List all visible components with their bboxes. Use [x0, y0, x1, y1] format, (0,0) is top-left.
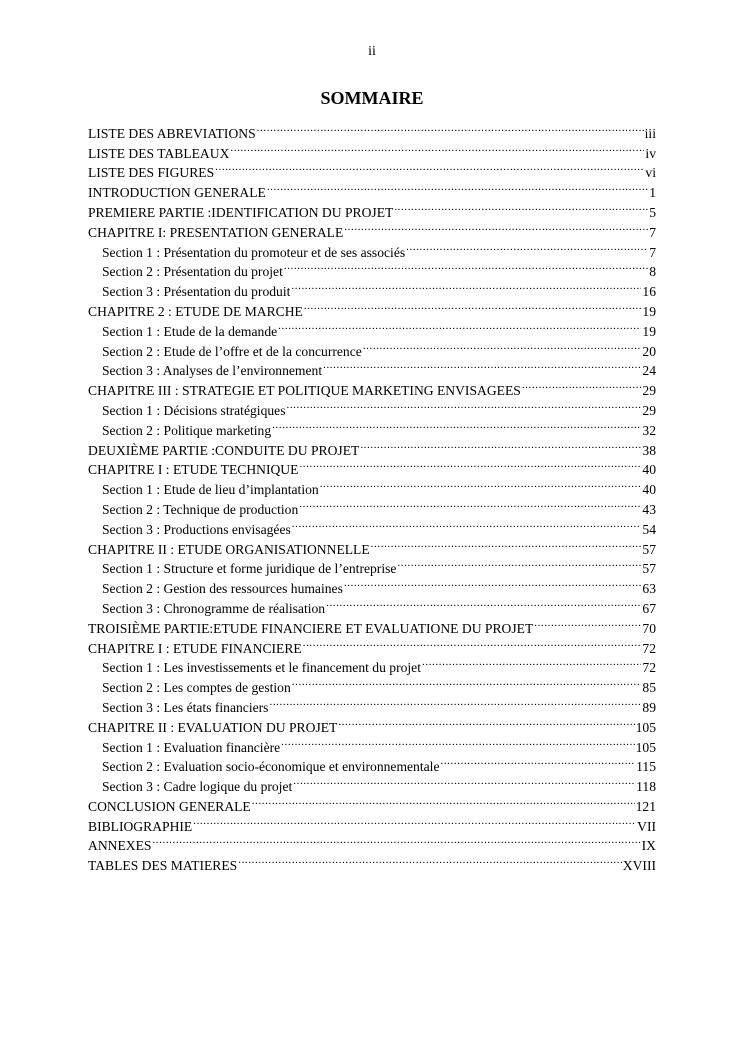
toc-entry-label: CHAPITRE I : ETUDE TECHNIQUE: [88, 462, 299, 478]
table-of-contents: [88, 118, 656, 874]
toc-dot-leader: [440, 752, 635, 772]
toc-entry[interactable]: [88, 850, 656, 874]
toc-entry-page: 29: [642, 383, 656, 399]
toc-dot-leader: [338, 712, 634, 732]
toc-entry-page: vi: [645, 165, 656, 181]
toc-entry-label: CHAPITRE 2 : ETUDE DE MARCHE: [88, 303, 303, 319]
toc-dot-leader: [292, 514, 642, 534]
toc-entry-label: Section 2 : Etude de l’offre et de la concurrence: [102, 343, 362, 359]
toc-entry-label: Section 1 : Evaluation financière: [102, 739, 281, 755]
toc-entry-page: 70: [642, 620, 656, 636]
toc-entry-label: Section 1 : Structure et forme juridique de l’entreprise: [102, 561, 397, 577]
toc-entry-label: LISTE DES FIGURES: [88, 165, 215, 181]
toc-entry-page: iv: [645, 145, 656, 161]
toc-entry-page: 1: [649, 185, 656, 201]
toc-dot-leader: [238, 850, 622, 870]
toc-entry-page: 115: [636, 759, 656, 775]
toc-entry-label: Section 2 : Présentation du projet: [102, 264, 283, 280]
toc-dot-leader: [326, 593, 641, 613]
toc-dot-leader: [293, 771, 635, 791]
toc-entry-page: 40: [642, 482, 656, 498]
toc-entry-page: 105: [635, 719, 656, 735]
toc-entry-page: 7: [649, 244, 656, 260]
toc-entry-page: 67: [642, 600, 656, 616]
toc-entry-label: Section 1 : Décisions stratégiques: [102, 402, 286, 418]
toc-dot-leader: [534, 613, 641, 633]
toc-entry-label: BIBLIOGRAPHIE: [88, 818, 193, 834]
toc-entry-page: IX: [641, 838, 656, 854]
toc-dot-leader: [286, 395, 641, 415]
toc-entry-label: DEUXIÈME PARTIE :CONDUITE DU PROJET: [88, 442, 360, 458]
toc-entry-label: TABLES DES MATIERES: [88, 858, 238, 874]
toc-entry-label: Section 3 : Chronogramme de réalisation: [102, 600, 326, 616]
toc-entry-label: Section 2 : Technique de production: [102, 501, 299, 517]
toc-dot-leader: [320, 474, 642, 494]
toc-entry-page: 43: [642, 501, 656, 517]
toc-entry-page: 89: [642, 699, 656, 715]
toc-dot-leader: [269, 692, 641, 712]
toc-entry-label: LISTE DES ABREVIATIONS: [88, 125, 256, 141]
toc-entry-label: Section 3 : Analyses de l’environnement: [102, 363, 323, 379]
toc-dot-leader: [252, 791, 635, 811]
toc-dot-leader: [371, 534, 642, 554]
toc-entry-label: Section 1 : Présentation du promoteur et de ses associés: [102, 244, 406, 260]
toc-dot-leader: [278, 316, 641, 336]
toc-dot-leader: [281, 732, 634, 752]
toc-entry-page: VII: [637, 818, 656, 834]
toc-dot-leader: [291, 276, 641, 296]
toc-entry-label: LISTE DES TABLEAUX: [88, 145, 230, 161]
toc-dot-leader: [323, 356, 641, 376]
toc-entry-page: 54: [642, 521, 656, 537]
toc-dot-leader: [230, 138, 644, 158]
toc-dot-leader: [215, 158, 644, 178]
toc-dot-leader: [522, 375, 642, 395]
toc-dot-leader: [344, 217, 648, 237]
page-title: SOMMAIRE: [320, 88, 424, 108]
toc-entry-label: Section 2 : Gestion des ressources humaines: [102, 581, 343, 597]
toc-entry-page: 121: [635, 798, 656, 814]
toc-dot-leader: [363, 336, 642, 356]
toc-entry-label: ANNEXES: [88, 838, 152, 854]
toc-entry-page: 57: [642, 561, 656, 577]
toc-entry-label: Section 3 : Cadre logique du projet: [102, 779, 293, 795]
toc-dot-leader: [292, 672, 642, 692]
toc-dot-leader: [303, 633, 642, 653]
toc-entry-label: Section 3 : Les états financiers: [102, 699, 269, 715]
toc-entry-label: CHAPITRE III : STRATEGIE ET POLITIQUE MARKETING ENVISAGEES: [88, 383, 521, 399]
toc-entry-label: CHAPITRE I : ETUDE FINANCIERE: [88, 640, 302, 656]
toc-entry-page: 19: [642, 323, 656, 339]
toc-entry-page: 118: [636, 779, 656, 795]
toc-dot-leader: [397, 554, 641, 574]
toc-entry-label: Section 2 : Politique marketing: [102, 422, 272, 438]
toc-entry-label: Section 1 : Etude de lieu d’implantation: [102, 482, 319, 498]
toc-entry-page: iii: [644, 125, 656, 141]
toc-entry-page: 7: [649, 224, 656, 240]
toc-entry-label: INTRODUCTION GENERALE: [88, 185, 266, 201]
toc-entry[interactable]: [88, 118, 656, 141]
toc-entry-page: 16: [642, 284, 656, 300]
toc-dot-leader: [344, 573, 642, 593]
toc-entry-page: 105: [635, 739, 656, 755]
toc-entry-label: CHAPITRE II : ETUDE ORGANISATIONNELLE: [88, 541, 370, 557]
toc-entry-label: CONCLUSION GENERALE: [88, 798, 251, 814]
toc-entry-page: 72: [642, 640, 656, 656]
toc-dot-leader: [304, 296, 642, 316]
toc-dot-leader: [299, 455, 641, 475]
toc-entry-label: Section 1 : Etude de la demande: [102, 323, 278, 339]
toc-entry-label: Section 2 : Evaluation socio-économique et environnementale: [102, 759, 440, 775]
toc-entry-page: 63: [642, 581, 656, 597]
toc-entry-label: Section 3 : Productions envisagées: [102, 521, 291, 537]
toc-entry-page: 38: [642, 442, 656, 458]
toc-entry-page: 8: [649, 264, 656, 280]
toc-entry-label: Section 2 : Les comptes de gestion: [102, 680, 291, 696]
toc-dot-leader: [267, 177, 648, 197]
toc-dot-leader: [299, 494, 641, 514]
toc-entry-label: Section 1 : Les investissements et le financement du projet: [102, 660, 421, 676]
toc-entry-page: XVIII: [622, 858, 656, 874]
toc-entry-label: Section 3 : Présentation du produit: [102, 284, 291, 300]
toc-dot-leader: [394, 197, 648, 217]
toc-entry-page: 32: [642, 422, 656, 438]
toc-entry-page: 29: [642, 402, 656, 418]
toc-entry-label: TROISIÈME PARTIE:ETUDE FINANCIERE ET EVALUATIONE DU PROJET: [88, 620, 534, 636]
toc-entry-page: 85: [642, 680, 656, 696]
toc-entry-label: PREMIERE PARTIE :IDENTIFICATION DU PROJET: [88, 204, 394, 220]
toc-dot-leader: [422, 653, 641, 673]
toc-dot-leader: [360, 435, 641, 455]
toc-entry-label: CHAPITRE I: PRESENTATION GENERALE: [88, 224, 344, 240]
toc-entry-page: 5: [649, 204, 656, 220]
toc-dot-leader: [272, 415, 641, 435]
toc-dot-leader: [257, 118, 644, 138]
toc-dot-leader: [152, 831, 640, 851]
toc-entry-label: CHAPITRE II : EVALUATION DU PROJET: [88, 719, 338, 735]
toc-entry-page: 20: [642, 343, 656, 359]
toc-dot-leader: [284, 257, 648, 277]
toc-entry-page: 19: [642, 303, 656, 319]
toc-entry-page: 40: [642, 462, 656, 478]
toc-dot-leader: [193, 811, 636, 831]
toc-entry-page: 72: [642, 660, 656, 676]
toc-dot-leader: [406, 237, 648, 257]
toc-entry-page: 57: [642, 541, 656, 557]
toc-entry-page: 24: [642, 363, 656, 379]
toc-entry[interactable]: [88, 831, 656, 854]
page-number: ii: [368, 44, 376, 59]
